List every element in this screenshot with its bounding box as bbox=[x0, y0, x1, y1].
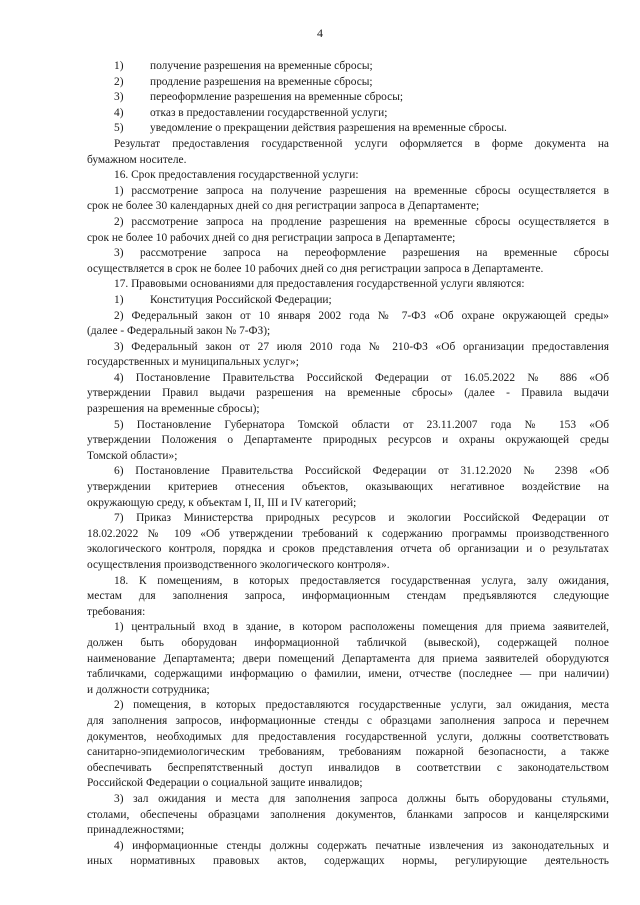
line-text: табличками, содержащими информацию о фамилии, имени, отчестве (последнее — при наличии) bbox=[87, 668, 609, 681]
list-item-number: 1) bbox=[114, 60, 124, 72]
text-line bbox=[87, 90, 609, 106]
line-text: документов, необходимых для предоставления государственной услуги, должны соответствовать bbox=[87, 730, 609, 743]
text-line bbox=[87, 309, 609, 325]
line-text: 16. Срок предоставления государственной услуги: bbox=[114, 169, 359, 182]
text-line bbox=[87, 823, 609, 839]
list-item-number: 3) bbox=[114, 91, 124, 104]
text-line bbox=[87, 480, 609, 496]
line-text: Конституция Российской Федерации; bbox=[150, 293, 332, 306]
text-line bbox=[87, 215, 609, 231]
line-text: 3) рассмотрение запроса на переоформление разрешения на временные сбросы bbox=[114, 247, 609, 260]
line-text: 5) Постановление Губернатора Томской области от 23.11.2007 года № 153 «Об bbox=[114, 418, 609, 431]
text-line bbox=[87, 527, 609, 543]
line-text: иных нормативных правовых актов, содержащих нормы, регулирующие деятельность bbox=[87, 855, 609, 868]
text-line bbox=[87, 589, 609, 605]
text-line bbox=[87, 246, 609, 262]
text-line bbox=[87, 464, 609, 480]
text-line bbox=[87, 418, 609, 434]
text-line bbox=[87, 231, 609, 247]
text-line bbox=[87, 667, 609, 683]
line-text: 2) Федеральный закон от 10 января 2002 года № 7-ФЗ «Об охране окружающей среды» bbox=[114, 309, 609, 322]
text-line bbox=[87, 277, 609, 293]
text-line bbox=[87, 792, 609, 808]
line-text: 4) Постановление Правительства Российской Федерации от 16.05.2022 № 886 «Об bbox=[114, 371, 609, 384]
text-line bbox=[87, 511, 609, 527]
line-text: срок не более 30 календарных дней со дня регистрации запроса в Департаменте; bbox=[87, 200, 480, 213]
line-text: 18.02.2022 № 109 «Об утверждении требований к содержанию программы производственного bbox=[87, 527, 609, 540]
text-line bbox=[87, 324, 609, 340]
text-line bbox=[87, 184, 609, 200]
text-line bbox=[87, 433, 609, 449]
text-line bbox=[87, 371, 609, 387]
line-text: столами, обеспечены образцами заполнения документов, бланками запросов и канцелярскими bbox=[87, 808, 609, 821]
text-line bbox=[87, 262, 609, 278]
text-line bbox=[87, 636, 609, 652]
line-text: (далее - Федеральный закон № 7-ФЗ); bbox=[87, 325, 271, 338]
list-item-number: 4) bbox=[114, 106, 124, 119]
text-line bbox=[87, 402, 609, 418]
line-text: местам для заполнения запроса, информационным стендам предъявляются следующие bbox=[87, 590, 609, 603]
line-text: утверждении критериев отнесения объектов, оказывающих негативное воздействие на bbox=[87, 481, 609, 494]
text-line bbox=[87, 121, 609, 137]
line-text: и должности сотрудника; bbox=[87, 683, 210, 696]
text-line bbox=[87, 730, 609, 746]
text-line bbox=[87, 153, 609, 169]
text-line bbox=[87, 199, 609, 215]
line-text: 1) рассмотрение запроса на получение разрешения на временные сбросы осуществляется в bbox=[114, 184, 609, 197]
line-text: 4) информационные стенды должны содержать печатные извлечения из законодательных и bbox=[114, 839, 609, 852]
line-text: осуществления производственного экологического контроля». bbox=[87, 559, 390, 571]
line-text: наименование Департамента; двери помещений Департамента для приема заявителей оборудуются bbox=[87, 652, 609, 665]
text-line bbox=[87, 776, 609, 792]
line-text: Томской области»; bbox=[87, 449, 178, 462]
line-text: продление разрешения на временные сбросы; bbox=[150, 75, 373, 88]
line-text: 6) Постановление Правительства Российской Федерации от 31.12.2020 № 2398 «Об bbox=[114, 465, 609, 478]
line-text: 3) зал ожидания и места для заполнения запроса должны быть оборудованы стульями, bbox=[114, 792, 609, 805]
text-line bbox=[87, 714, 609, 730]
text-line bbox=[87, 854, 609, 870]
line-text: 18. К помещениям, в которых предоставляется государственная услуга, залу ожидания, bbox=[114, 574, 609, 587]
line-text: разрешения на временные сбросы); bbox=[87, 403, 260, 416]
line-text: государственных и муниципальных услуг»; bbox=[87, 356, 299, 369]
line-text: обеспечивать беспрепятственный доступ инвалидов в соответствии с законодательством bbox=[87, 761, 609, 774]
text-line bbox=[87, 355, 609, 371]
text-line bbox=[87, 106, 609, 122]
text-line bbox=[87, 839, 609, 855]
text-line bbox=[87, 745, 609, 761]
line-text: утверждении Положения о Департаменте природных ресурсов и охраны окружающей среды bbox=[87, 434, 609, 447]
line-text: 1) центральный вход в здание, в котором расположены помещения для приема заявителей, bbox=[114, 621, 609, 634]
text-line bbox=[87, 386, 609, 402]
list-item-number: 5) bbox=[114, 122, 124, 135]
text-line bbox=[87, 683, 609, 699]
text-line bbox=[87, 496, 609, 512]
line-text: отказ в предоставлении государственной услуги; bbox=[150, 106, 388, 119]
line-text: уведомление о прекращении действия разрешения на временные сбросы. bbox=[150, 122, 507, 135]
text-line bbox=[87, 449, 609, 465]
text-line bbox=[87, 168, 609, 184]
line-text: принадлежностями; bbox=[87, 824, 185, 837]
text-line bbox=[87, 620, 609, 636]
text-line bbox=[87, 340, 609, 356]
line-text: бумажном носителе. bbox=[87, 153, 187, 166]
page-number: 4 bbox=[317, 26, 323, 40]
line-text: утверждении Правил выдачи разрешения на временные сбросы» (далее - Правила выдачи bbox=[87, 387, 609, 400]
text-line bbox=[87, 293, 609, 309]
line-text: получение разрешения на временные сбросы; bbox=[150, 60, 373, 72]
line-text: должен быть оборудован информационной табличкой (вывеской), содержащей полное bbox=[87, 636, 609, 649]
text-line bbox=[87, 605, 609, 621]
line-text: срок не более 10 рабочих дней со дня регистрации запроса в Департаменте; bbox=[87, 231, 456, 244]
text-line bbox=[87, 137, 609, 153]
line-text: для заполнения запросов, информационные стенды с образцами заполнения запроса и перечнем bbox=[87, 714, 609, 727]
text-line bbox=[87, 652, 609, 668]
line-text: 7) Приказ Министерства природных ресурсов и экологии Российской Федерации от bbox=[114, 512, 609, 525]
line-text: 17. Правовыми основаниями для предоставления государственной услуги являются: bbox=[114, 278, 525, 291]
line-text: окружающую среду, к объектам I, II, III и IV категорий; bbox=[87, 496, 357, 509]
text-line bbox=[87, 75, 609, 91]
text-line bbox=[87, 808, 609, 824]
list-item-number: 2) bbox=[114, 75, 124, 88]
line-text: 2) помещения, в которых предоставляются государственные услуги, зал ожидания, места bbox=[114, 699, 609, 712]
line-text: переоформление разрешения на временные сбросы; bbox=[150, 91, 404, 104]
line-text: экологического контроля, порядка и сроков представления отчета об организации и о результатах bbox=[87, 543, 609, 556]
line-text: 2) рассмотрение запроса на продление разрешения на временные сбросы осуществляется в bbox=[114, 215, 609, 228]
text-line bbox=[87, 542, 609, 558]
text-line bbox=[87, 761, 609, 777]
line-text: санитарно-эпидемиологическим требованиям, требованиям пожарной безопасности, а также bbox=[87, 746, 609, 759]
line-text: 3) Федеральный закон от 27 июля 2010 года № 210-ФЗ «Об организации предоставления bbox=[114, 340, 609, 353]
list-item-number: 1) bbox=[114, 293, 124, 306]
line-text: осуществляется в срок не более 10 рабочих дней со дня регистрации запроса в Департаменте. bbox=[87, 262, 544, 275]
text-line bbox=[87, 59, 609, 75]
text-line bbox=[87, 574, 609, 590]
line-text: Результат предоставления государственной услуги оформляется в форме документа на bbox=[114, 137, 609, 150]
line-text: Российской Федерации о социальной защите инвалидов; bbox=[87, 777, 363, 790]
document-body bbox=[87, 59, 609, 870]
text-line bbox=[87, 698, 609, 714]
text-line bbox=[87, 558, 609, 574]
line-text: требования: bbox=[87, 605, 146, 618]
